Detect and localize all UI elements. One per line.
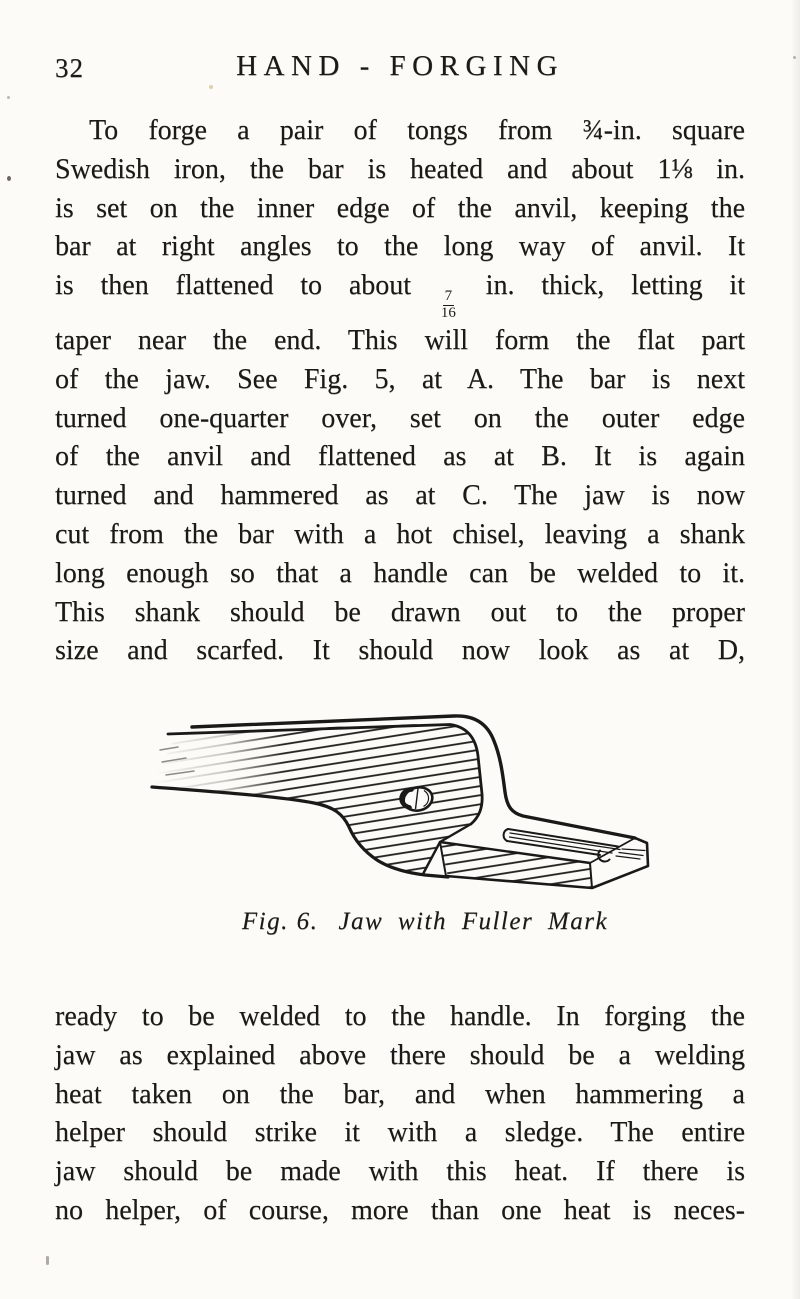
figure-caption	[55, 908, 745, 936]
stacked-fraction: $\frac{7}{16}$	[440, 288, 456, 322]
text-line: of the jaw. See Fig. 5, at A. The bar is next	[55, 363, 745, 395]
scan-speck	[7, 96, 10, 99]
text-line: heat taken on the bar, and when hammering a	[55, 1078, 745, 1110]
text-line: jaw should be made with this heat. If there is	[55, 1156, 745, 1188]
text-line: of the anvil and flattened as at B. It is again	[55, 441, 745, 473]
scan-speck	[7, 176, 11, 181]
text-line: jaw as explained above there should be a welding	[55, 1039, 745, 1071]
text-line: This shank should be drawn out to the proper	[55, 596, 745, 628]
running-title: HAND - FORGING	[236, 50, 564, 82]
text-line: is set on the inner edge of the anvil, keeping the	[55, 192, 745, 224]
text-line: Swedish iron, the bar is heated and about 1⅛ in.	[55, 153, 745, 185]
text-line: To forge a pair of tongs from ¾-in. square	[89, 115, 745, 146]
figure-caption-title: Jaw with Fuller Mark	[338, 908, 609, 935]
page-number: 32	[55, 53, 84, 83]
text-line: size and scarfed. It should now look as at D,	[55, 635, 745, 667]
text-line: no helper, of course, more than one heat is neces-	[55, 1194, 745, 1226]
jaw-drawing	[132, 700, 677, 905]
body-paragraph-2	[55, 998, 745, 1231]
text-line: long enough so that a handle can be welded to it.	[55, 557, 745, 589]
text-line: bar at right angles to the long way of anvil. It	[55, 231, 745, 263]
text-line: cut from the bar with a hot chisel, leaving a shank	[55, 518, 745, 550]
text-line: helper should strike it with a sledge. The entire	[55, 1117, 745, 1149]
scan-speck	[46, 1256, 49, 1265]
text-line: ready to be welded to the handle. In forging the	[55, 1001, 745, 1032]
text-line: turned one-quarter over, set on the outer edge	[55, 402, 745, 434]
text-line: taper near the end. This will form the flat part	[55, 324, 745, 356]
text-line: is then flattened to about $\frac{7}{16}$ in. thick, letting it	[55, 270, 745, 322]
body-paragraph-1	[55, 112, 745, 671]
figure-jaw-illustration	[132, 700, 677, 905]
text-line: turned and hammered as at C. The jaw is now	[55, 480, 745, 512]
page-header	[0, 50, 800, 90]
figure-caption-label: Fig. 6.	[241, 908, 319, 935]
